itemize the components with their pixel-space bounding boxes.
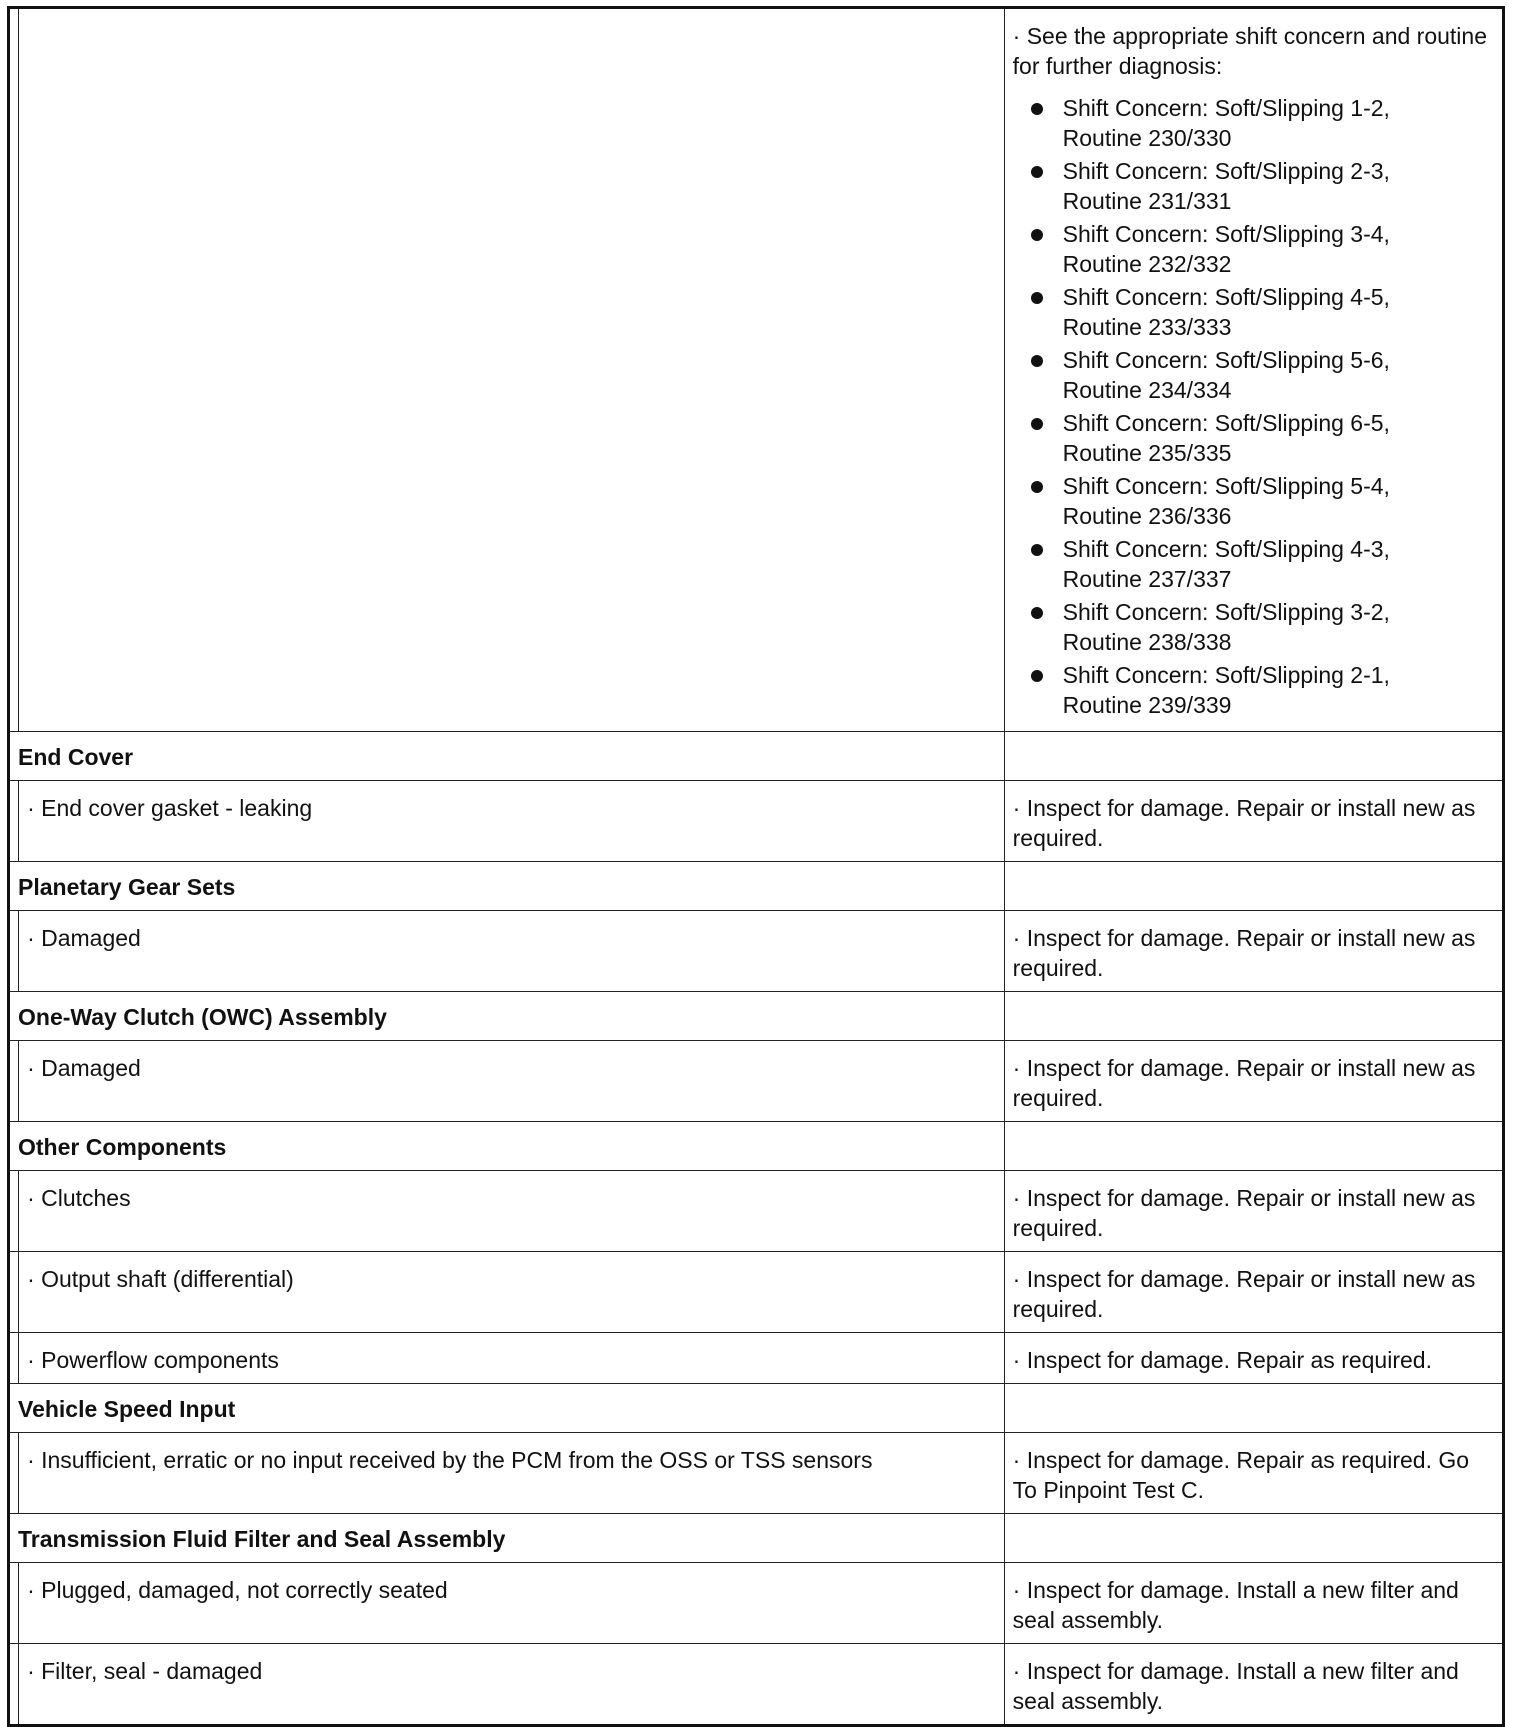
section-action-empty xyxy=(1004,1122,1503,1171)
condition-row xyxy=(9,1644,1504,1726)
section-row xyxy=(9,1514,1504,1563)
action-text: · Inspect for damage. Repair as required. xyxy=(1004,1333,1503,1384)
section-row xyxy=(9,992,1504,1041)
shift-concern-text: Shift Concern: Soft/Slipping 4-3, xyxy=(1062,536,1390,562)
routine-text: Routine 235/335 xyxy=(1062,440,1232,466)
routine-text: Routine 230/330 xyxy=(1062,125,1232,151)
shift-concern-item xyxy=(1031,597,1494,657)
bullet-icon xyxy=(1031,292,1043,304)
shift-concern-text: Shift Concern: Soft/Slipping 1-2, xyxy=(1062,95,1390,121)
condition-row xyxy=(9,1252,1504,1333)
action-text: · Inspect for damage. Repair or install new as required. xyxy=(1004,1252,1503,1333)
shift-concern-item xyxy=(1031,219,1494,279)
condition-text: · Plugged, damaged, not correctly seated xyxy=(19,1563,1005,1644)
indent-cell xyxy=(9,1563,19,1644)
shift-concern-item xyxy=(1031,93,1494,153)
condition-cell xyxy=(19,8,1005,732)
shift-concern-text: Shift Concern: Soft/Slipping 5-6, xyxy=(1062,347,1390,373)
section-row xyxy=(9,862,1504,911)
action-text: · Inspect for damage. Repair or install new as required. xyxy=(1004,781,1503,862)
section-action-empty xyxy=(1004,992,1503,1041)
shift-concern-text: Shift Concern: Soft/Slipping 2-3, xyxy=(1062,158,1390,184)
condition-row xyxy=(9,1333,1504,1384)
routine-text: Routine 236/336 xyxy=(1062,503,1232,529)
action-text: · Inspect for damage. Repair or install new as required. xyxy=(1004,1041,1503,1122)
condition-row xyxy=(9,781,1504,862)
bullet-icon xyxy=(1031,166,1043,178)
condition-text: · End cover gasket - leaking xyxy=(19,781,1005,862)
section-row xyxy=(9,1384,1504,1433)
condition-text: · Damaged xyxy=(19,1041,1005,1122)
routine-text: Routine 238/338 xyxy=(1062,629,1232,655)
section-title: Planetary Gear Sets xyxy=(9,862,1005,911)
shift-concern-item xyxy=(1031,534,1494,594)
shift-concern-item xyxy=(1031,471,1494,531)
condition-text: · Output shaft (differential) xyxy=(19,1252,1005,1333)
indent-cell xyxy=(9,1433,19,1514)
indent-cell xyxy=(9,1644,19,1726)
section-action-empty xyxy=(1004,1514,1503,1563)
shift-concern-list xyxy=(1013,93,1494,720)
diagnosis-table xyxy=(7,6,1505,1727)
routine-text: Routine 237/337 xyxy=(1062,566,1232,592)
indent-cell xyxy=(9,8,19,732)
condition-row xyxy=(9,911,1504,992)
shift-concern-item xyxy=(1031,282,1494,342)
shift-concern-text: Shift Concern: Soft/Slipping 4-5, xyxy=(1062,284,1390,310)
bullet-icon xyxy=(1031,229,1043,241)
bullet-icon xyxy=(1031,418,1043,430)
condition-text: · Powerflow components xyxy=(19,1333,1005,1384)
routine-text: Routine 232/332 xyxy=(1062,251,1232,277)
section-title: Vehicle Speed Input xyxy=(9,1384,1005,1433)
shift-concern-item xyxy=(1031,660,1494,720)
section-action-empty xyxy=(1004,732,1503,781)
shift-concern-item xyxy=(1031,156,1494,216)
condition-text: · Damaged xyxy=(19,911,1005,992)
indent-cell xyxy=(9,781,19,862)
section-title: Transmission Fluid Filter and Seal Assembly xyxy=(9,1514,1005,1563)
condition-row xyxy=(9,1171,1504,1252)
routine-text: Routine 234/334 xyxy=(1062,377,1232,403)
section-title: One-Way Clutch (OWC) Assembly xyxy=(9,992,1005,1041)
shift-concern-text: Shift Concern: Soft/Slipping 5-4, xyxy=(1062,473,1390,499)
routine-text: Routine 231/331 xyxy=(1062,188,1232,214)
action-text: · Inspect for damage. Repair or install new as required. xyxy=(1004,1171,1503,1252)
indent-cell xyxy=(9,1171,19,1252)
bullet-icon xyxy=(1031,481,1043,493)
bullet-icon xyxy=(1031,103,1043,115)
indent-cell xyxy=(9,911,19,992)
shift-concern-item xyxy=(1031,408,1494,468)
section-action-empty xyxy=(1004,862,1503,911)
condition-row xyxy=(9,1433,1504,1514)
shift-concern-text: Shift Concern: Soft/Slipping 2-1, xyxy=(1062,662,1390,688)
action-text: · Inspect for damage. Install a new filter and seal assembly. xyxy=(1004,1563,1503,1644)
action-text: · Inspect for damage. Repair as required. Go To Pinpoint Test C. xyxy=(1004,1433,1503,1514)
bullet-icon xyxy=(1031,355,1043,367)
section-action-empty xyxy=(1004,1384,1503,1433)
diagnosis-table-body xyxy=(9,8,1504,1726)
shift-concern-text: Shift Concern: Soft/Slipping 6-5, xyxy=(1062,410,1390,436)
bullet-icon xyxy=(1031,670,1043,682)
condition-row xyxy=(9,1041,1504,1122)
routine-text: Routine 239/339 xyxy=(1062,692,1232,718)
section-row xyxy=(9,732,1504,781)
condition-text: · Filter, seal - damaged xyxy=(19,1644,1005,1726)
indent-cell xyxy=(9,1333,19,1384)
indent-cell xyxy=(9,1252,19,1333)
condition-text: · Insufficient, erratic or no input received by the PCM from the OSS or TSS sensors xyxy=(19,1433,1005,1514)
intro-text: · See the appropriate shift concern and routine for further diagnosis: xyxy=(1012,23,1487,79)
bullet-icon xyxy=(1031,607,1043,619)
section-title: End Cover xyxy=(9,732,1005,781)
action-cell xyxy=(1004,8,1503,732)
section-title: Other Components xyxy=(9,1122,1005,1171)
action-text: · Inspect for damage. Repair or install new as required. xyxy=(1004,911,1503,992)
shift-concern-text: Shift Concern: Soft/Slipping 3-4, xyxy=(1062,221,1390,247)
shift-concern-item xyxy=(1031,345,1494,405)
shift-concern-text: Shift Concern: Soft/Slipping 3-2, xyxy=(1062,599,1390,625)
bullet-icon xyxy=(1031,544,1043,556)
intro-row xyxy=(9,8,1504,732)
condition-text: · Clutches xyxy=(19,1171,1005,1252)
action-text: · Inspect for damage. Install a new filter and seal assembly. xyxy=(1004,1644,1503,1726)
condition-row xyxy=(9,1563,1504,1644)
routine-text: Routine 233/333 xyxy=(1062,314,1232,340)
indent-cell xyxy=(9,1041,19,1122)
section-row xyxy=(9,1122,1504,1171)
